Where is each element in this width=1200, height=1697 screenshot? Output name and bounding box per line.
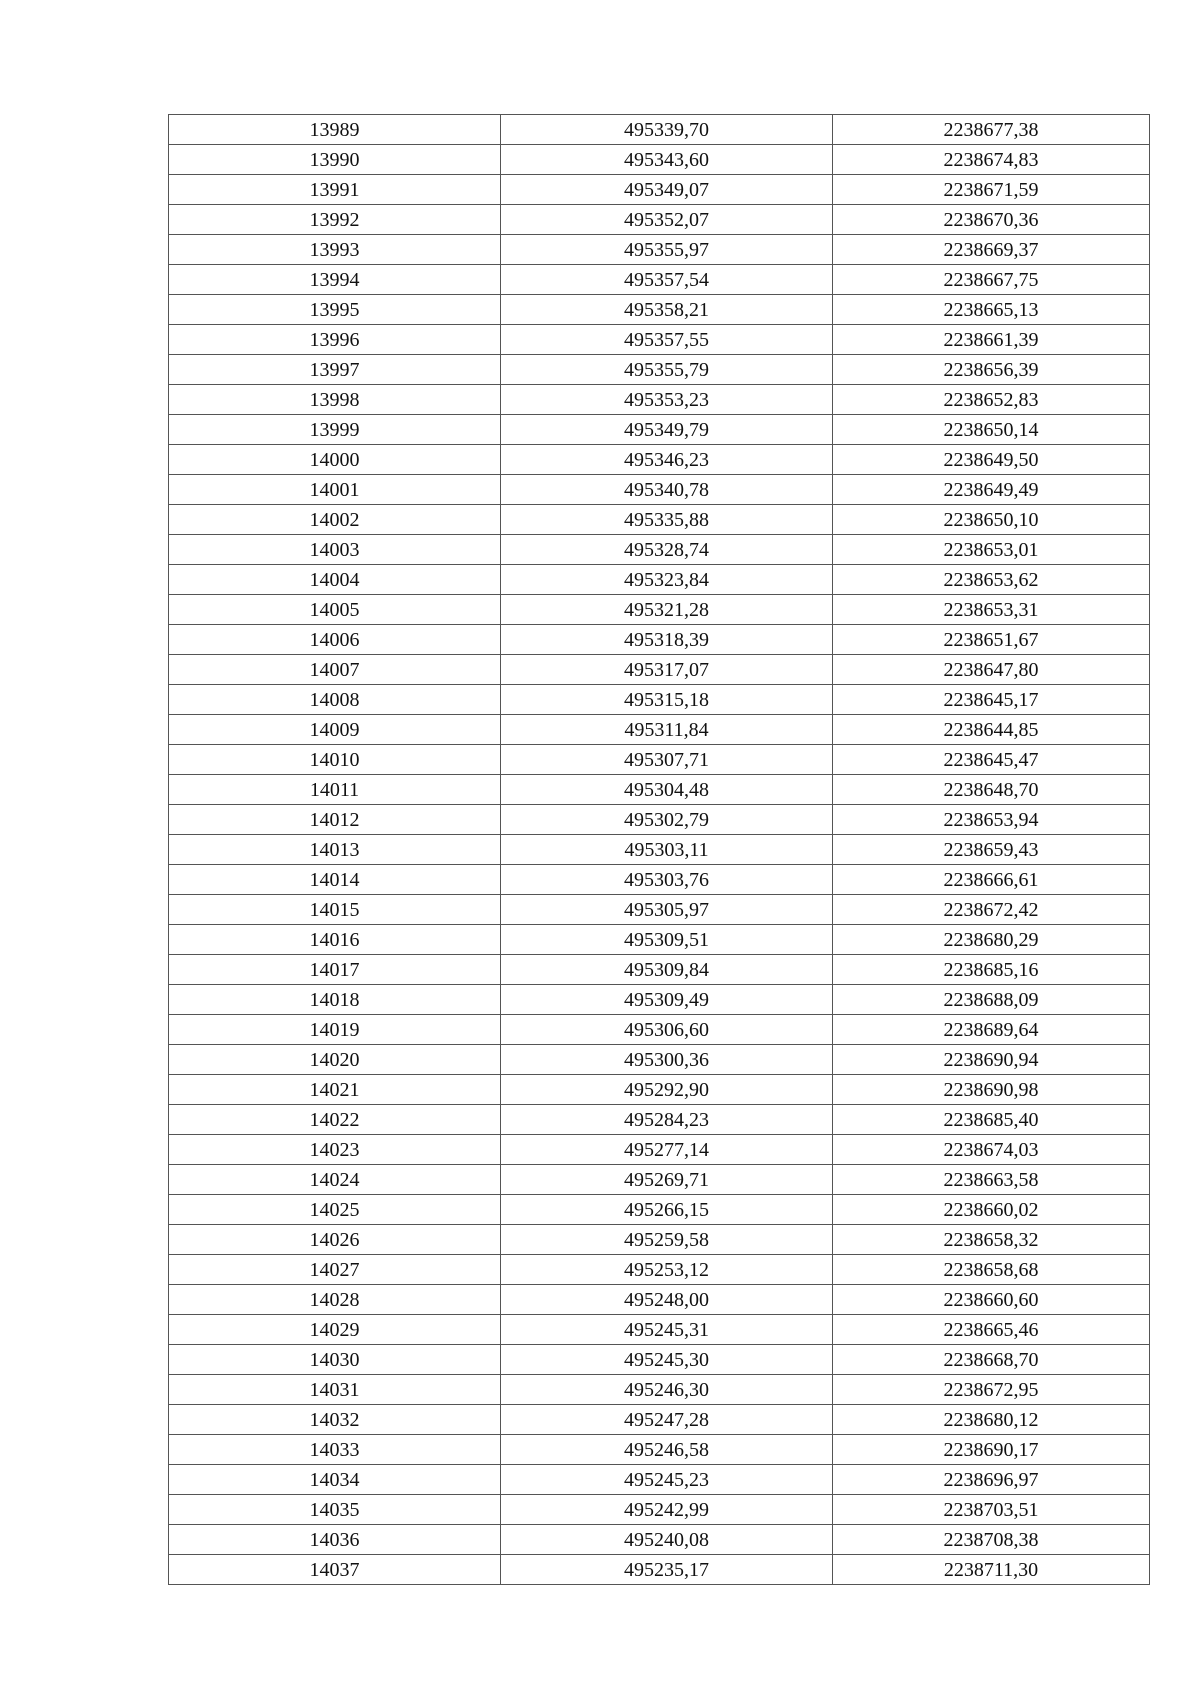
point-number-cell: 14000 (169, 445, 501, 475)
x-coordinate-cell: 495358,21 (501, 295, 833, 325)
table-row (169, 1525, 1150, 1555)
y-coordinate-cell: 2238696,97 (833, 1465, 1150, 1495)
table-row (169, 625, 1150, 655)
x-coordinate-cell: 495302,79 (501, 805, 833, 835)
point-number-cell: 14006 (169, 625, 501, 655)
x-coordinate-cell: 495352,07 (501, 205, 833, 235)
x-coordinate-cell: 495246,30 (501, 1375, 833, 1405)
table-row (169, 1045, 1150, 1075)
table-row (169, 175, 1150, 205)
y-coordinate-cell: 2238671,59 (833, 175, 1150, 205)
table-row (169, 1435, 1150, 1465)
y-coordinate-cell: 2238644,85 (833, 715, 1150, 745)
point-number-cell: 13992 (169, 205, 501, 235)
y-coordinate-cell: 2238672,42 (833, 895, 1150, 925)
x-coordinate-cell: 495357,54 (501, 265, 833, 295)
table-row (169, 505, 1150, 535)
point-number-cell: 14016 (169, 925, 501, 955)
coordinates-table (168, 114, 1150, 1585)
y-coordinate-cell: 2238658,32 (833, 1225, 1150, 1255)
y-coordinate-cell: 2238688,09 (833, 985, 1150, 1015)
table-row (169, 1165, 1150, 1195)
y-coordinate-cell: 2238711,30 (833, 1555, 1150, 1585)
x-coordinate-cell: 495245,23 (501, 1465, 833, 1495)
point-number-cell: 13995 (169, 295, 501, 325)
y-coordinate-cell: 2238680,29 (833, 925, 1150, 955)
table-row (169, 265, 1150, 295)
table-row (169, 1225, 1150, 1255)
x-coordinate-cell: 495343,60 (501, 145, 833, 175)
y-coordinate-cell: 2238653,01 (833, 535, 1150, 565)
table-row (169, 1465, 1150, 1495)
x-coordinate-cell: 495321,28 (501, 595, 833, 625)
point-number-cell: 13996 (169, 325, 501, 355)
y-coordinate-cell: 2238660,02 (833, 1195, 1150, 1225)
table-row (169, 955, 1150, 985)
x-coordinate-cell: 495355,97 (501, 235, 833, 265)
x-coordinate-cell: 495292,90 (501, 1075, 833, 1105)
table-row (169, 1315, 1150, 1345)
y-coordinate-cell: 2238660,60 (833, 1285, 1150, 1315)
point-number-cell: 14034 (169, 1465, 501, 1495)
x-coordinate-cell: 495315,18 (501, 685, 833, 715)
x-coordinate-cell: 495305,97 (501, 895, 833, 925)
point-number-cell: 14026 (169, 1225, 501, 1255)
table-row (169, 235, 1150, 265)
x-coordinate-cell: 495253,12 (501, 1255, 833, 1285)
x-coordinate-cell: 495246,58 (501, 1435, 833, 1465)
y-coordinate-cell: 2238674,83 (833, 145, 1150, 175)
table-row (169, 115, 1150, 145)
y-coordinate-cell: 2238649,49 (833, 475, 1150, 505)
y-coordinate-cell: 2238665,46 (833, 1315, 1150, 1345)
point-number-cell: 14022 (169, 1105, 501, 1135)
x-coordinate-cell: 495309,84 (501, 955, 833, 985)
y-coordinate-cell: 2238689,64 (833, 1015, 1150, 1045)
point-number-cell: 13997 (169, 355, 501, 385)
table-row (169, 535, 1150, 565)
table-row (169, 1555, 1150, 1585)
table-row (169, 1135, 1150, 1165)
y-coordinate-cell: 2238650,10 (833, 505, 1150, 535)
y-coordinate-cell: 2238645,47 (833, 745, 1150, 775)
x-coordinate-cell: 495300,36 (501, 1045, 833, 1075)
y-coordinate-cell: 2238685,40 (833, 1105, 1150, 1135)
y-coordinate-cell: 2238668,70 (833, 1345, 1150, 1375)
point-number-cell: 14024 (169, 1165, 501, 1195)
x-coordinate-cell: 495277,14 (501, 1135, 833, 1165)
point-number-cell: 14020 (169, 1045, 501, 1075)
point-number-cell: 14004 (169, 565, 501, 595)
y-coordinate-cell: 2238667,75 (833, 265, 1150, 295)
table-row (169, 415, 1150, 445)
y-coordinate-cell: 2238690,94 (833, 1045, 1150, 1075)
y-coordinate-cell: 2238666,61 (833, 865, 1150, 895)
table-row (169, 835, 1150, 865)
y-coordinate-cell: 2238665,13 (833, 295, 1150, 325)
y-coordinate-cell: 2238653,94 (833, 805, 1150, 835)
x-coordinate-cell: 495266,15 (501, 1195, 833, 1225)
x-coordinate-cell: 495335,88 (501, 505, 833, 535)
y-coordinate-cell: 2238677,38 (833, 115, 1150, 145)
x-coordinate-cell: 495269,71 (501, 1165, 833, 1195)
point-number-cell: 14031 (169, 1375, 501, 1405)
y-coordinate-cell: 2238690,17 (833, 1435, 1150, 1465)
table-row (169, 985, 1150, 1015)
point-number-cell: 14028 (169, 1285, 501, 1315)
point-number-cell: 14025 (169, 1195, 501, 1225)
x-coordinate-cell: 495259,58 (501, 1225, 833, 1255)
table-row (169, 925, 1150, 955)
y-coordinate-cell: 2238659,43 (833, 835, 1150, 865)
table-row (169, 145, 1150, 175)
point-number-cell: 14035 (169, 1495, 501, 1525)
x-coordinate-cell: 495304,48 (501, 775, 833, 805)
y-coordinate-cell: 2238680,12 (833, 1405, 1150, 1435)
point-number-cell: 13989 (169, 115, 501, 145)
x-coordinate-cell: 495235,17 (501, 1555, 833, 1585)
x-coordinate-cell: 495307,71 (501, 745, 833, 775)
table-row (169, 475, 1150, 505)
point-number-cell: 14001 (169, 475, 501, 505)
point-number-cell: 14011 (169, 775, 501, 805)
coordinates-table-body (169, 115, 1150, 1585)
y-coordinate-cell: 2238652,83 (833, 385, 1150, 415)
point-number-cell: 14030 (169, 1345, 501, 1375)
table-row (169, 895, 1150, 925)
x-coordinate-cell: 495311,84 (501, 715, 833, 745)
table-row (169, 595, 1150, 625)
y-coordinate-cell: 2238647,80 (833, 655, 1150, 685)
table-row (169, 385, 1150, 415)
point-number-cell: 14019 (169, 1015, 501, 1045)
y-coordinate-cell: 2238669,37 (833, 235, 1150, 265)
table-row (169, 715, 1150, 745)
y-coordinate-cell: 2238653,31 (833, 595, 1150, 625)
x-coordinate-cell: 495309,51 (501, 925, 833, 955)
point-number-cell: 14023 (169, 1135, 501, 1165)
point-number-cell: 14018 (169, 985, 501, 1015)
table-row (169, 355, 1150, 385)
x-coordinate-cell: 495245,31 (501, 1315, 833, 1345)
table-row (169, 775, 1150, 805)
table-row (169, 325, 1150, 355)
point-number-cell: 13999 (169, 415, 501, 445)
x-coordinate-cell: 495240,08 (501, 1525, 833, 1555)
y-coordinate-cell: 2238674,03 (833, 1135, 1150, 1165)
x-coordinate-cell: 495346,23 (501, 445, 833, 475)
table-row (169, 1075, 1150, 1105)
table-row (169, 1345, 1150, 1375)
table-row (169, 1375, 1150, 1405)
x-coordinate-cell: 495318,39 (501, 625, 833, 655)
y-coordinate-cell: 2238649,50 (833, 445, 1150, 475)
point-number-cell: 14027 (169, 1255, 501, 1285)
y-coordinate-cell: 2238672,95 (833, 1375, 1150, 1405)
x-coordinate-cell: 495317,07 (501, 655, 833, 685)
y-coordinate-cell: 2238690,98 (833, 1075, 1150, 1105)
x-coordinate-cell: 495284,23 (501, 1105, 833, 1135)
x-coordinate-cell: 495245,30 (501, 1345, 833, 1375)
point-number-cell: 14007 (169, 655, 501, 685)
y-coordinate-cell: 2238656,39 (833, 355, 1150, 385)
point-number-cell: 14017 (169, 955, 501, 985)
point-number-cell: 14008 (169, 685, 501, 715)
table-row (169, 655, 1150, 685)
y-coordinate-cell: 2238708,38 (833, 1525, 1150, 1555)
y-coordinate-cell: 2238653,62 (833, 565, 1150, 595)
y-coordinate-cell: 2238648,70 (833, 775, 1150, 805)
x-coordinate-cell: 495339,70 (501, 115, 833, 145)
table-row (169, 805, 1150, 835)
y-coordinate-cell: 2238670,36 (833, 205, 1150, 235)
point-number-cell: 14002 (169, 505, 501, 535)
x-coordinate-cell: 495349,07 (501, 175, 833, 205)
point-number-cell: 14033 (169, 1435, 501, 1465)
table-row (169, 865, 1150, 895)
point-number-cell: 14037 (169, 1555, 501, 1585)
x-coordinate-cell: 495353,23 (501, 385, 833, 415)
table-row (169, 1495, 1150, 1525)
table-row (169, 295, 1150, 325)
y-coordinate-cell: 2238650,14 (833, 415, 1150, 445)
point-number-cell: 14032 (169, 1405, 501, 1435)
point-number-cell: 14021 (169, 1075, 501, 1105)
point-number-cell: 14009 (169, 715, 501, 745)
table-row (169, 565, 1150, 595)
table-row (169, 1405, 1150, 1435)
table-row (169, 685, 1150, 715)
point-number-cell: 14005 (169, 595, 501, 625)
point-number-cell: 14029 (169, 1315, 501, 1345)
y-coordinate-cell: 2238703,51 (833, 1495, 1150, 1525)
x-coordinate-cell: 495340,78 (501, 475, 833, 505)
table-row (169, 1285, 1150, 1315)
x-coordinate-cell: 495349,79 (501, 415, 833, 445)
table-row (169, 1015, 1150, 1045)
x-coordinate-cell: 495303,11 (501, 835, 833, 865)
table-row (169, 1195, 1150, 1225)
table-row (169, 1255, 1150, 1285)
y-coordinate-cell: 2238685,16 (833, 955, 1150, 985)
x-coordinate-cell: 495248,00 (501, 1285, 833, 1315)
x-coordinate-cell: 495303,76 (501, 865, 833, 895)
x-coordinate-cell: 495355,79 (501, 355, 833, 385)
point-number-cell: 14010 (169, 745, 501, 775)
y-coordinate-cell: 2238651,67 (833, 625, 1150, 655)
point-number-cell: 14013 (169, 835, 501, 865)
point-number-cell: 13990 (169, 145, 501, 175)
y-coordinate-cell: 2238658,68 (833, 1255, 1150, 1285)
point-number-cell: 14012 (169, 805, 501, 835)
table-row (169, 745, 1150, 775)
point-number-cell: 13991 (169, 175, 501, 205)
x-coordinate-cell: 495357,55 (501, 325, 833, 355)
y-coordinate-cell: 2238661,39 (833, 325, 1150, 355)
x-coordinate-cell: 495306,60 (501, 1015, 833, 1045)
table-row (169, 205, 1150, 235)
point-number-cell: 13998 (169, 385, 501, 415)
point-number-cell: 14015 (169, 895, 501, 925)
point-number-cell: 14036 (169, 1525, 501, 1555)
table-row (169, 445, 1150, 475)
point-number-cell: 13993 (169, 235, 501, 265)
table-row (169, 1105, 1150, 1135)
point-number-cell: 13994 (169, 265, 501, 295)
point-number-cell: 14014 (169, 865, 501, 895)
y-coordinate-cell: 2238645,17 (833, 685, 1150, 715)
y-coordinate-cell: 2238663,58 (833, 1165, 1150, 1195)
x-coordinate-cell: 495323,84 (501, 565, 833, 595)
point-number-cell: 14003 (169, 535, 501, 565)
x-coordinate-cell: 495328,74 (501, 535, 833, 565)
x-coordinate-cell: 495309,49 (501, 985, 833, 1015)
x-coordinate-cell: 495242,99 (501, 1495, 833, 1525)
x-coordinate-cell: 495247,28 (501, 1405, 833, 1435)
